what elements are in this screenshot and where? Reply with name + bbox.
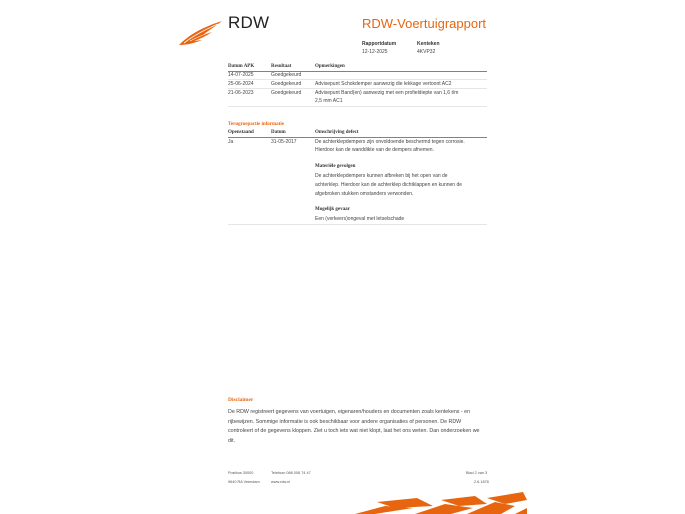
apk-row-3-datum: 21-06-2023 xyxy=(228,90,254,96)
disclaimer-title: Disclaimer xyxy=(228,397,254,403)
terugroep-header-omschrijving: Omschrijving defect xyxy=(315,130,359,135)
apk-row-3-resultaat: Goedgekeurd xyxy=(271,90,302,96)
kenteken-value: 4KVP32 xyxy=(417,49,436,55)
rdw-logo-icon xyxy=(178,20,223,46)
apk-row-2-resultaat: Goedgekeurd xyxy=(271,81,302,87)
kenteken-label: Kenteken xyxy=(417,41,440,47)
defect-line-2: Hierdoor kan de wanddikte van de dempers afnemen. xyxy=(315,147,434,153)
apk-row-2-datum: 25-06-2024 xyxy=(228,81,254,87)
apk-row-2-opmerking: Advisepunt Schokdemper aanwezig die lekkage vertoont AC2 xyxy=(315,81,452,87)
footer-blad: Blad 2 van 3 xyxy=(466,471,488,475)
terugroep-openstaand: Ja xyxy=(228,139,234,145)
terugroep-header-openstaand: Openstaand xyxy=(228,130,254,135)
apk-row-1-resultaat: Goedgekeurd xyxy=(271,72,302,78)
terugroep-datum: 31-05-2017 xyxy=(271,139,297,145)
row-divider xyxy=(228,224,487,225)
gevaar-line-1: Een (verkeers)ongeval met letselschade xyxy=(315,216,405,222)
gevolgen-line-2: achterklep. Hierdoor kan de achterklep dichtklappen en kunnen de xyxy=(315,182,463,188)
brand-name: RDW xyxy=(228,13,270,32)
rapportdatum-value: 12-12-2025 xyxy=(362,49,388,55)
terugroep-section-title: Terugroepactie informatie xyxy=(228,122,284,127)
footer-postbus: Postbus 30000 xyxy=(228,471,254,475)
apk-row-3-opmerking-line-2: 2,5 mm AC1 xyxy=(315,98,343,104)
terugroep-header-datum: Datum xyxy=(271,130,286,135)
apk-header-divider xyxy=(228,71,487,72)
row-divider xyxy=(228,106,487,107)
apk-header-resultaat: Resultaat xyxy=(271,64,292,69)
defect-line-1: De achterklepdempers zijn onvoldoende beschermd tegen corrosie. xyxy=(315,139,465,145)
apk-row-3-opmerking-line-1: Advisepunt Band(en) aanwezig met een profieldiepte van 1,6 t/m xyxy=(315,90,459,96)
gevolgen-line-3: afgebroken stukken omstanders verwonden. xyxy=(315,191,414,197)
footer-telefoon: Telefoon 088 008 74 47 xyxy=(271,471,311,475)
footer-website: www.rdw.nl xyxy=(271,480,290,484)
apk-header-opmerkingen: Opmerkingen xyxy=(315,64,345,69)
gevolgen-title: Materiële gevolgen xyxy=(315,164,356,169)
report-title: RDW-Voertuigrapport xyxy=(362,16,487,31)
footer-plaats: 9640 RA Veendam xyxy=(228,480,260,484)
disclaimer-text: De RDW registreert gegevens van voertuigen, eigenaren/houders en documenten zoals kentekens - en rijbewijzen. Sommige informatie is ook beschikbaar voor andere organisaties of personen. De RDW controleert of de gegevens kloppen. Ziet u toch iets wat niet klopt, laat het ons weten. Dan onderzoeken we dit. xyxy=(228,409,480,444)
rdw-footer-stripes-icon xyxy=(355,478,527,514)
rapportdatum-label: Rapportdatum xyxy=(362,41,397,47)
gevolgen-line-1: De achterklepdempers kunnen afbreken bij het open van de xyxy=(315,173,448,179)
footer-code: 2.6.1878 xyxy=(474,480,489,484)
gevaar-title: Mogelijk gevaar xyxy=(315,207,350,212)
apk-header-datum: Datum APK xyxy=(228,64,255,69)
apk-row-1-datum: 14-07-2025 xyxy=(228,72,254,78)
